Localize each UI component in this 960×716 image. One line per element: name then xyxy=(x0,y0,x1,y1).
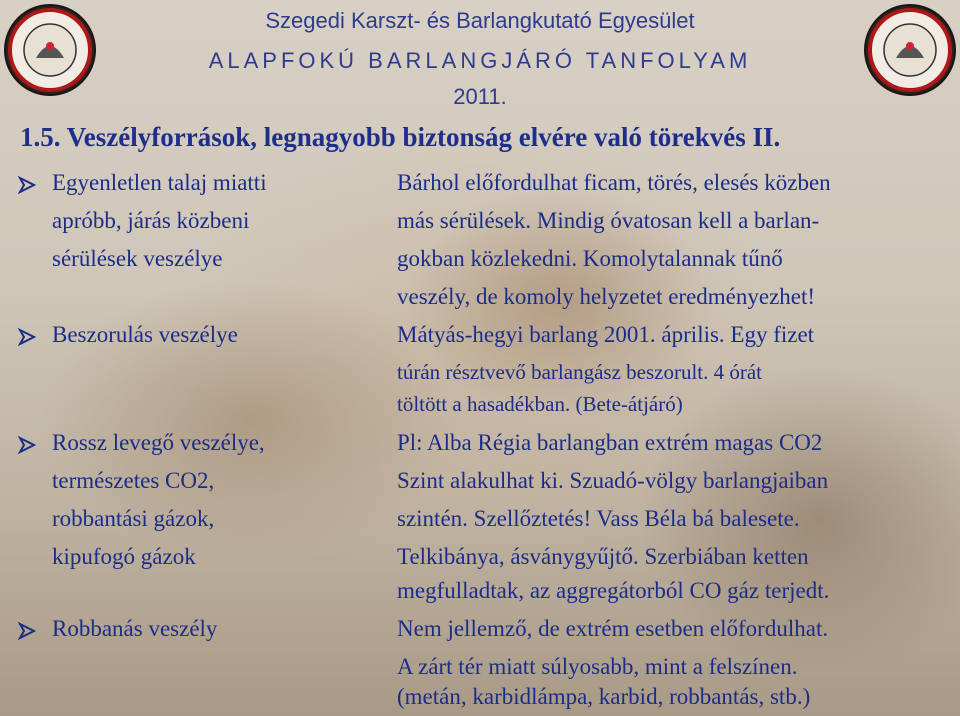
item-3-right-3: szintén. Szellőztetés! Vass Béla bá balesete. xyxy=(397,506,800,531)
item-4-right-1: Nem jellemző, de extrém esetben előfordulhat. xyxy=(397,616,829,641)
item-3-right-1: Pl: Alba Régia barlangban extrém magas CO2 xyxy=(397,430,823,455)
item-2-left-1: Beszorulás veszélye xyxy=(52,322,238,347)
item-3-right-5: megfulladtak, az aggregátorból CO gáz terjedt. xyxy=(397,578,830,603)
item-3-left-2: természetes CO2, xyxy=(52,468,215,493)
item-4-right-2: A zárt tér miatt súlyosabb, mint a felszínen. xyxy=(397,654,798,679)
arrow-bullet-icon xyxy=(18,176,36,194)
item-1-right-1: Bárhol előfordulhat ficam, törés, elesés közben xyxy=(397,170,831,195)
course-name: ALAPFOKÚ BARLANGJÁRÓ TANFOLYAM xyxy=(208,48,752,73)
arrow-bullet-icon xyxy=(18,622,36,640)
item-1-right-3: gokban közlekedni. Komolytalannak tűnő xyxy=(397,246,783,271)
item-2-right-1: Mátyás-hegyi barlang 2001. április. Egy fizet xyxy=(397,322,815,347)
item-3-left-4: kipufogó gázok xyxy=(52,544,196,569)
arrow-bullet-icon xyxy=(18,436,36,454)
item-2-right-2: túrán résztvevő barlangász beszorult. 4 órát xyxy=(397,360,763,384)
item-3-right-2: Szint alakulhat ki. Szuadó-völgy barlangjaiban xyxy=(397,468,829,493)
slide-title: 1.5. Veszélyforrások, legnagyobb biztonság elvére való törekvés II. xyxy=(20,122,781,152)
org-name: Szegedi Karszt- és Barlangkutató Egyesület xyxy=(265,8,695,33)
item-1-right-2: más sérülések. Mindig óvatosan kell a barlan- xyxy=(397,208,820,233)
arrow-bullet-icon xyxy=(18,328,36,346)
item-2-right-3: töltött a hasadékban. (Bete-átjáró) xyxy=(397,392,683,416)
item-4-left-1: Robbanás veszély xyxy=(52,616,218,641)
item-1-left-2: apróbb, járás közbeni xyxy=(52,208,250,233)
item-1-left-3: sérülések veszélye xyxy=(52,246,223,271)
course-year: 2011. xyxy=(453,84,507,109)
item-1-left-1: Egyenletlen talaj miatti xyxy=(52,170,267,195)
item-4-right-3: (metán, karbidlámpa, karbid, robbantás, stb.) xyxy=(397,684,811,709)
item-3-left-3: robbantási gázok, xyxy=(52,506,215,531)
item-3-right-4: Telkibánya, ásványgyűjtő. Szerbiában ketten xyxy=(397,544,809,569)
item-3-left-1: Rossz levegő veszélye, xyxy=(52,430,265,455)
item-1-right-4: veszély, de komoly helyzetet eredményezhet! xyxy=(397,284,816,309)
